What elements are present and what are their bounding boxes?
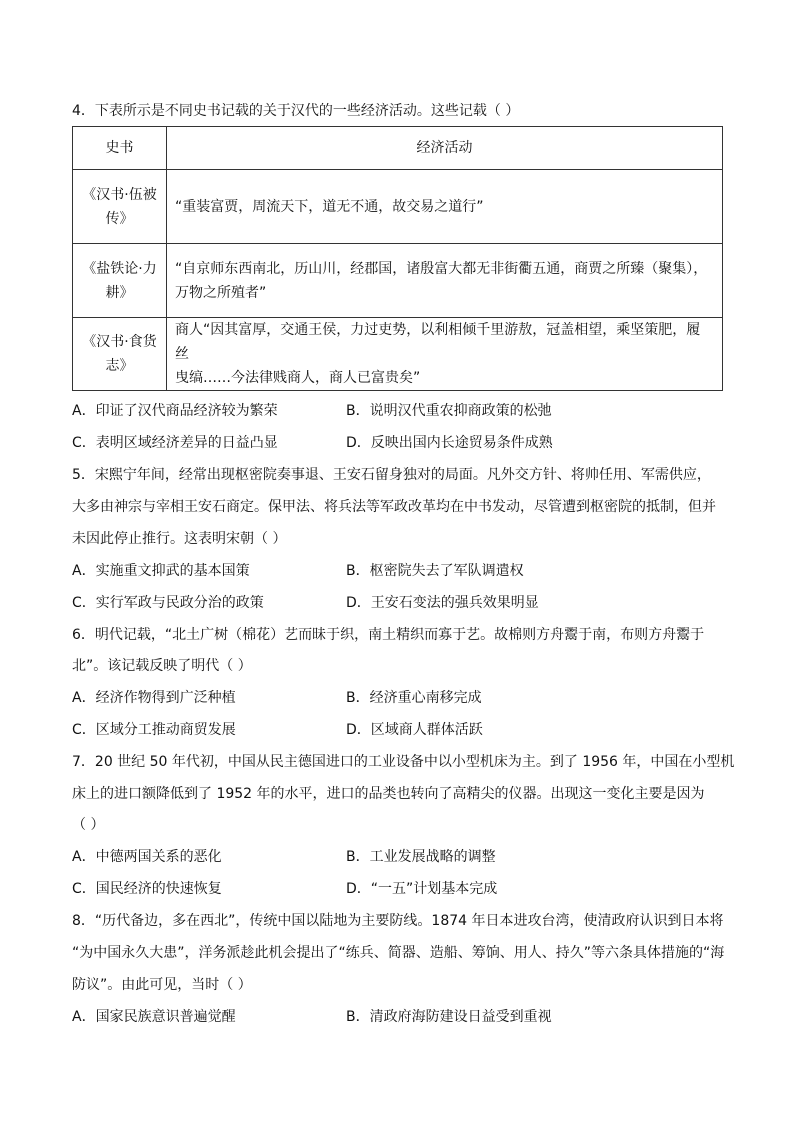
row1-book-line2: 传》 [105, 210, 134, 227]
q6-option-b[interactable]: B．经济重心南移完成 [346, 690, 482, 706]
q7-option-b[interactable]: B．工业发展战略的调整 [346, 849, 496, 865]
header-economic-activity: 经济活动 [167, 127, 723, 170]
q5-stem-line3: 未因此停止推行。这表明宋朝（ ） [72, 531, 287, 547]
row2-book-line1: 《盐铁论·力 [82, 260, 157, 277]
row1-book-line1: 《汉书·伍被 [82, 186, 157, 203]
q6-option-a[interactable]: A．经济作物得到广泛种植 [72, 690, 236, 706]
q6-option-c[interactable]: C．区域分工推动商贸发展 [72, 722, 236, 738]
q8-stem-line3: 防议”。由此可见，当时（ ） [72, 977, 252, 993]
q4-stem: 4．下表所示是不同史书记载的关于汉代的一些经济活动。这些记载（ ） [72, 103, 520, 119]
table-row [73, 170, 723, 244]
row2-book [73, 244, 167, 318]
q8-option-b[interactable]: B．清政府海防建设日益受到重视 [346, 1009, 552, 1025]
q7-option-c[interactable]: C．国民经济的快速恢复 [72, 881, 222, 897]
row2-activity [167, 244, 723, 318]
q6-stem-line2: 北”。该记载反映了明代（ ） [72, 658, 252, 674]
table-header-row [73, 127, 723, 170]
q5-stem-line2: 大多由神宗与宰相王安石商定。保甲法、将兵法等军政改革均在中书发动，尽管遭到枢密院的抵制，但并 [72, 499, 716, 515]
q7-stem-line2: 床上的进口额降低到了 1952 年的水平，进口的品类也转向了高精尖的仪器。出现这一变化主要是因为 [72, 786, 705, 802]
row3-activity [167, 318, 723, 391]
row3-activity-line1: 商人“因其富厚，交通王侯，力过吏势，以利相倾千里游敖，冠盖相望，乘坚策肥，履丝 [175, 322, 701, 362]
q6-stem-line1: 6．明代记载，“北土广树（棉花）艺而昧于织，南土精织而寡于艺。故棉则方舟鬻于南，布则方舟鬻于 [72, 627, 705, 643]
q5-option-b[interactable]: B．枢密院失去了军队调遣权 [346, 563, 524, 579]
q4-option-b[interactable]: B．说明汉代重农抑商政策的松弛 [346, 403, 552, 419]
q8-stem-line1: 8．“历代备边，多在西北”，传统中国以陆地为主要防线。1874 年日本进攻台湾，使清政府认识到日本将 [72, 913, 724, 929]
q4-history-table [72, 126, 723, 391]
q5-stem-line1: 5．宋熙宁年间，经常出现枢密院奏事退、王安石留身独对的局面。凡外交方针、将帅任用、军需供应， [72, 467, 711, 483]
row3-book-line1: 《汉书·食货 [82, 334, 157, 350]
q7-option-a[interactable]: A．中德两国关系的恶化 [72, 849, 222, 865]
q5-option-d[interactable]: D．王安石变法的强兵效果明显 [346, 595, 539, 611]
q5-option-c[interactable]: C．实行军政与民政分治的政策 [72, 595, 264, 611]
q6-option-d[interactable]: D．区域商人群体活跃 [346, 722, 483, 738]
q8-stem-line2: “为中国永久大患”，洋务派趁此机会提出了“练兵、简器、造船、筹饷、用人、持久”等六条具体措施的“海 [72, 945, 725, 961]
q7-stem-line3: （ ） [72, 817, 105, 833]
q8-option-a[interactable]: A．国家民族意识普遍觉醒 [72, 1009, 236, 1025]
row3-book-line2: 志》 [105, 358, 134, 374]
row3-activity-line2: 曳缟……今法律贱商人，商人已富贵矣” [175, 370, 421, 386]
header-history-book: 史书 [73, 127, 167, 170]
q7-stem-line1: 7．20 世纪 50 年代初，中国从民主德国进口的工业设备中以小型机床为主。到了 1956 年，中国在小型机 [72, 754, 735, 770]
row3-book [73, 318, 167, 391]
row1-book [73, 170, 167, 244]
row1-activity [167, 170, 723, 244]
q5-option-a[interactable]: A．实施重文抑武的基本国策 [72, 563, 250, 579]
q4-option-c[interactable]: C．表明区域经济差异的日益凸显 [72, 435, 278, 451]
q4-option-a[interactable]: A．印证了汉代商品经济较为繁荣 [72, 403, 278, 419]
table-row [73, 318, 723, 391]
row2-activity-line2: 万物之所殖者” [175, 284, 267, 301]
table-row [73, 244, 723, 318]
row2-activity-line1: “自京师东西南北，历山川，经郡国，诸殷富大都无非街衢五通，商贾之所臻（聚集）， [175, 260, 708, 277]
q4-option-d[interactable]: D．反映出国内长途贸易条件成熟 [346, 435, 553, 451]
q7-option-d[interactable]: D．“一五”计划基本完成 [346, 881, 498, 897]
row2-book-line2: 耕》 [105, 284, 134, 301]
row1-activity-line1: “重装富贾，周流天下，道无不通，故交易之道行” [175, 198, 484, 215]
